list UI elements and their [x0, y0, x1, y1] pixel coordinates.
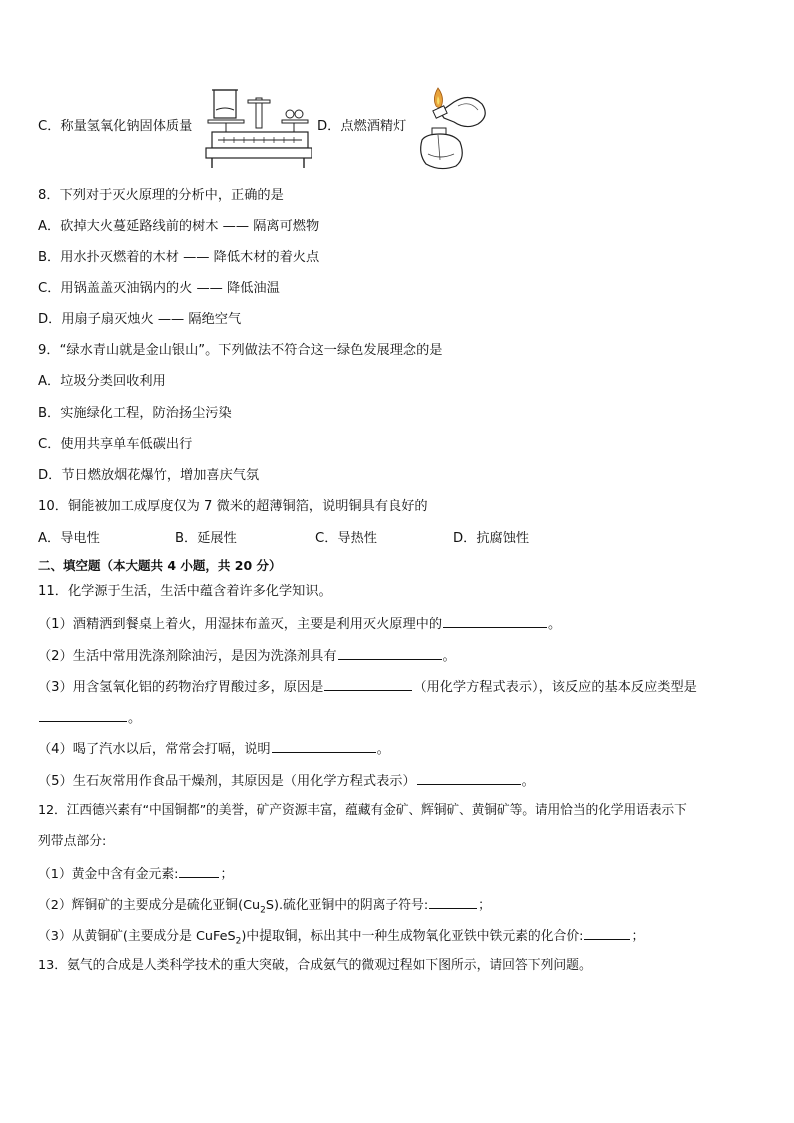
period: 。: [521, 774, 535, 789]
q11-part-1-text: （1）酒精洒到餐桌上着火，用湿抹布盖灭，主要是利用灭火原理中的: [38, 617, 443, 632]
q11-part-4-text: （4）喝了汽水以后，常常会打嗝，说明: [38, 742, 271, 757]
q11-part-2: [38, 646, 456, 666]
q9-stem: 9．“绿水青山就是金山银山”。下列做法不符合这一绿色发展理念的是: [38, 343, 443, 358]
q10-option-d: D．抗腐蚀性: [453, 531, 530, 546]
answer-blank[interactable]: [39, 708, 127, 722]
period: 。: [442, 649, 456, 664]
q8-option-c: C．用锅盖盖灭油锅内的火 —— 降低油温: [38, 281, 280, 296]
q10-stem: 10．铜能被加工成厚度仅为 7 微米的超薄铜箔，说明铜具有良好的: [38, 499, 428, 514]
answer-blank[interactable]: [324, 677, 412, 691]
q11-part-3-text-a: （3）用含氢氧化铝的药物治疗胃酸过多，原因是: [38, 680, 324, 695]
q13-stem: 13．氨气的合成是人类科学技术的重大突破，合成氨气的微观过程如下图所示，请回答下列问题。: [38, 958, 592, 973]
answer-blank[interactable]: [179, 864, 219, 878]
q10-option-b: B．延展性: [175, 531, 237, 546]
period: 。: [376, 742, 390, 757]
q12-part-2-text-b: S).硫化亚铜中的阴离子符号:: [265, 898, 429, 913]
q10-option-a: A．导电性: [38, 531, 100, 546]
answer-blank[interactable]: [417, 771, 521, 785]
q11-part-5-text: （5）生石灰常用作食品干燥剂，其原因是（用化学方程式表示）: [38, 774, 416, 789]
q12-part-3-text-a: （3）从黄铜矿(主要成分是 CuFeS: [38, 929, 236, 944]
q9-option-d: D．节日燃放烟花爆竹，增加喜庆气氛: [38, 468, 260, 483]
q8-option-b: B．用水扑灭燃着的木材 —— 降低木材的着火点: [38, 250, 320, 265]
q12-part-3: [38, 926, 644, 951]
q11-part-3-cont: [38, 708, 141, 728]
q11-part-3-text-b: （用化学方程式表示），该反应的基本反应类型是: [413, 680, 697, 695]
answer-blank[interactable]: [584, 926, 630, 940]
answer-blank[interactable]: [443, 614, 547, 628]
q12-part-1: [38, 864, 233, 884]
q9-option-a: A．垃圾分类回收利用: [38, 374, 166, 389]
subscript: 2: [260, 905, 266, 916]
q8-option-d: D．用扇子扇灭烛火 —— 隔绝空气: [38, 312, 242, 327]
balance-scale-image: [204, 88, 312, 172]
q9-option-b: B．实施绿化工程，防治扬尘污染: [38, 406, 232, 421]
alcohol-lamp-image: [410, 84, 492, 174]
q11-part-1: [38, 614, 561, 634]
q11-part-2-text: （2）生活中常用洗涤剂除油污，是因为洗涤剂具有: [38, 649, 337, 664]
q12-part-1-text: （1）黄金中含有金元素:: [38, 867, 179, 882]
period: 。: [128, 711, 142, 726]
q12-stem-line-2: 列带点部分:: [38, 834, 107, 849]
answer-blank[interactable]: [272, 739, 376, 753]
q7-option-d: D．点燃酒精灯: [317, 119, 407, 134]
q12-part-2: [38, 895, 491, 920]
semicolon: ；: [478, 898, 491, 913]
q12-part-2-text-a: （2）辉铜矿的主要成分是硫化亚铜(Cu: [38, 898, 261, 913]
semicolon: ；: [631, 929, 645, 944]
period: 。: [548, 617, 562, 632]
q7-option-c: C．称量氢氧化钠固体质量: [38, 119, 193, 134]
q11-part-3: [38, 677, 697, 697]
answer-blank[interactable]: [429, 895, 477, 909]
q11-part-5: [38, 771, 535, 791]
q11-stem: 11．化学源于生活，生活中蕴含着许多化学知识。: [38, 584, 332, 599]
q12-stem-line-1: 12．江西德兴素有“中国铜都”的美誉，矿产资源丰富，蕴藏有金矿、辉铜矿、黄铜矿等。请用恰当的化学用语表示下: [38, 803, 687, 818]
semicolon: ；: [220, 867, 234, 882]
q8-stem: 8．下列对于灭火原理的分析中，正确的是: [38, 188, 284, 203]
subscript: 2: [235, 936, 242, 947]
q11-part-4: [38, 739, 390, 759]
q12-part-3-text-b: )中提取铜，标出其中一种生成物氧化亚铁中铁元素的化合价:: [241, 929, 584, 944]
answer-blank[interactable]: [338, 646, 442, 660]
q10-option-c: C．导热性: [315, 531, 377, 546]
q8-option-a: A．砍掉大火蔓延路线前的树木 —— 隔离可燃物: [38, 219, 320, 234]
q9-option-c: C．使用共享单车低碳出行: [38, 437, 193, 452]
section-heading: 二、填空题（本大题共 4 小题，共 20 分）: [38, 558, 282, 573]
